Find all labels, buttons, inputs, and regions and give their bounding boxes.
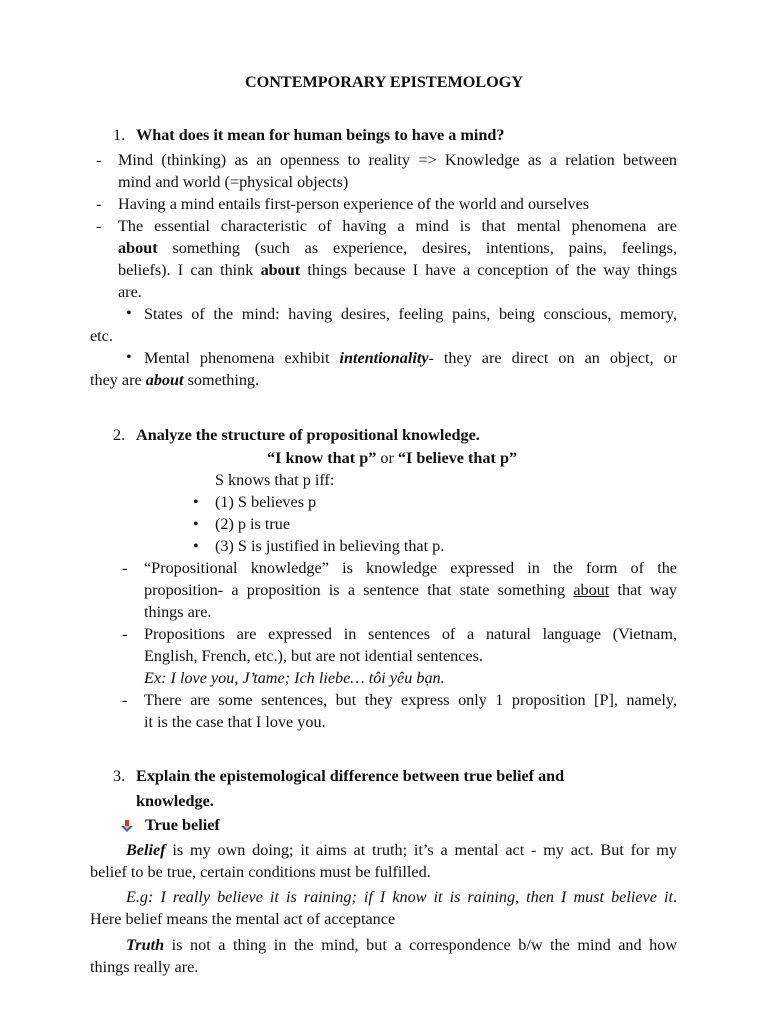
- section-3-heading-line2: knowledge.: [136, 792, 214, 810]
- condition-3: (3) S is justified in believing that p.: [215, 537, 445, 555]
- dash-bullet: -: [96, 195, 102, 213]
- dash-bullet: -: [122, 559, 128, 577]
- s1-bullet1-line2: etc.: [90, 327, 113, 345]
- round-bullet: •: [193, 515, 199, 533]
- round-bullet: •: [126, 348, 132, 366]
- section-3-number: 3.: [113, 767, 126, 785]
- s2-item3-line2: it is the case that I love you.: [144, 713, 326, 731]
- s3-p2-line1: E.g: I really believe it is raining; if I know it is raining, then I must believe it.: [126, 888, 677, 906]
- dash-bullet: -: [122, 625, 128, 643]
- arrow-down-icon: [120, 818, 134, 834]
- s1-bullet2-line1: Mental phenomena exhibit intentionality- they are direct on an object, or: [144, 349, 678, 367]
- s2-item2-line2: English, French, etc.), but are not idential sentences.: [144, 647, 483, 665]
- round-bullet: •: [193, 537, 199, 555]
- document-title: CONTEMPORARY EPISTEMOLOGY: [244, 73, 524, 91]
- s1-item3-line1: The essential characteristic of having a mind is that mental phenomena are: [118, 217, 677, 235]
- s1-bullet1-line1: States of the mind: having desires, feeling pains, being conscious, memory,: [144, 305, 677, 323]
- section-3-heading-line1: Explain the epistemological difference between true belief and: [136, 767, 565, 785]
- s1-item2-line1: Having a mind entails first-person experience of the world and ourselves: [118, 195, 590, 213]
- condition-2: (2) p is true: [215, 515, 291, 533]
- s2-item1-line3: things are.: [144, 603, 212, 621]
- section-2-number: 2.: [113, 426, 126, 444]
- round-bullet: •: [126, 304, 132, 322]
- s3-p3-line1: Truth is not a thing in the mind, but a correspondence b/w the mind and how: [126, 936, 678, 954]
- s1-item3-line2: about something (such as experience, desires, intentions, pains, feelings,: [118, 239, 677, 257]
- s1-item1-line1: Mind (thinking) as an openness to reality => Knowledge as a relation between: [118, 151, 677, 169]
- s3-p1-line2: belief to be true, certain conditions must be fulfilled.: [90, 863, 431, 881]
- s1-item3-line4: are.: [118, 283, 142, 301]
- s3-p3-line2: things really are.: [90, 958, 199, 976]
- condition-1: (1) S believes p: [215, 493, 317, 511]
- formula-line: “I know that p” or “I believe that p”: [267, 449, 518, 467]
- s2-example: Ex: I love you, J’tame; Ich liebe… tôi yêu bạn.: [144, 669, 445, 687]
- s1-bullet2-line2: they are about something.: [90, 371, 260, 389]
- s3-p1-line1: Belief is my own doing; it aims at truth; it’s a mental act - my act. But for my: [126, 841, 677, 859]
- dash-bullet: -: [96, 151, 102, 169]
- section-2-heading: Analyze the structure of propositional knowledge.: [136, 426, 480, 444]
- true-belief-subheading: True belief: [145, 816, 220, 834]
- dash-bullet: -: [96, 217, 102, 235]
- s1-item3-line3: beliefs). I can think about things because I have a conception of the way things: [118, 261, 678, 279]
- s3-p2-line2: Here belief means the mental act of acceptance: [90, 910, 396, 928]
- s1-item1-line2: mind and world (=physical objects): [118, 173, 349, 191]
- round-bullet: •: [193, 493, 199, 511]
- section-1-heading: What does it mean for human beings to have a mind?: [136, 126, 505, 144]
- section-1-number: 1.: [113, 126, 126, 144]
- s2-item1-line2: proposition- a proposition is a sentence that state something about that way: [144, 581, 678, 599]
- about-emphasis: about: [118, 239, 158, 257]
- s2-item2-line1: Propositions are expressed in sentences of a natural language (Vietnam,: [144, 625, 677, 643]
- s2-item1-line1: “Propositional knowledge” is knowledge expressed in the form of the: [144, 559, 677, 577]
- dash-bullet: -: [122, 691, 128, 709]
- s2-item3-line1: There are some sentences, but they express only 1 proposition [P], namely,: [144, 691, 677, 709]
- iff-line: S knows that p iff:: [215, 471, 335, 489]
